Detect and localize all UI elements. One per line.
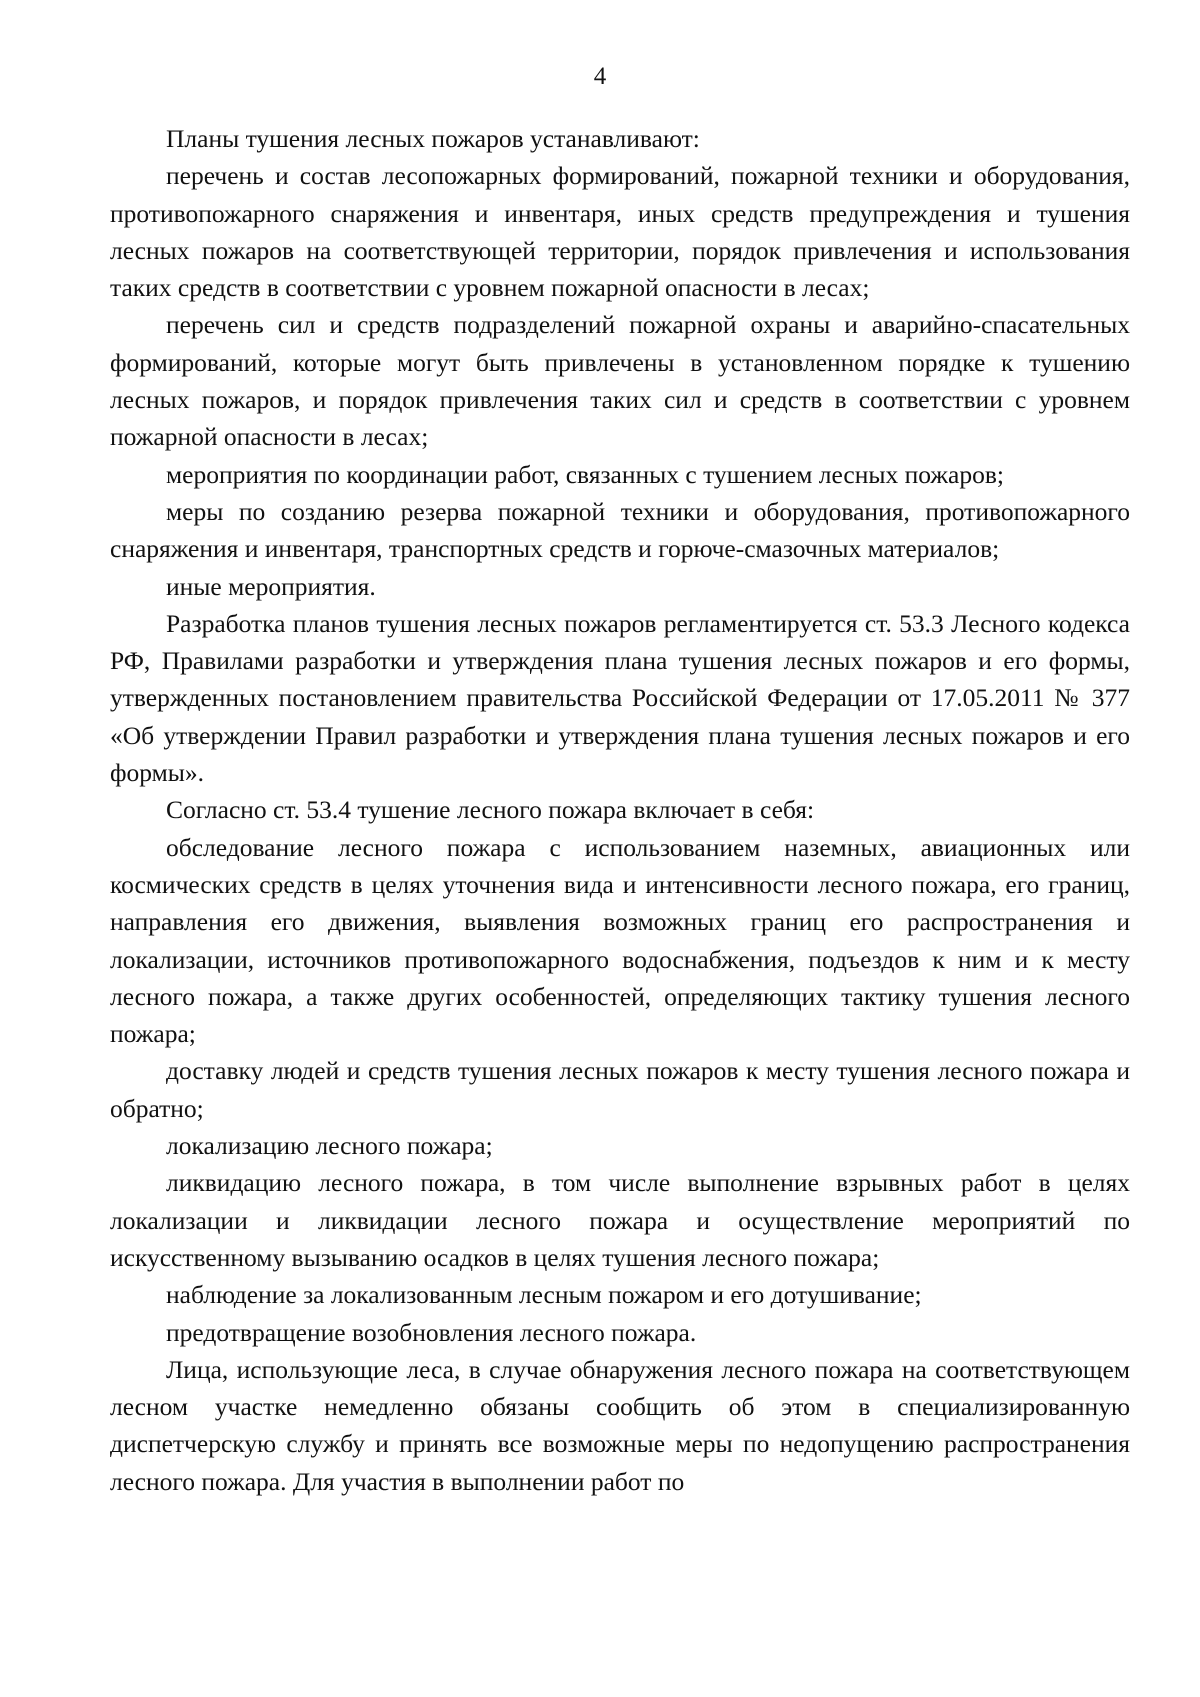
paragraph-list-item: ликвидацию лесного пожара, в том числе выполнение взрывных работ в целях локализации и ликвидации лесного пожара и осуществление мероприятий по искусственному вызыванию осадков в целях тушения лесного пожара; [110,1168,1130,1272]
paragraph-obligations: Лица, использующие леса, в случае обнаружения лесного пожара на соответствующем лесном участке немедленно обязаны сообщить об этом в специализированную диспетчерскую службу и принять все возможные меры по недопущению распространения лесного пожара. Для участия в выполнении работ по [110,1354,1130,1496]
paragraph-list-item: доставку людей и средств тушения лесных пожаров к месту тушения лесного пожара и обратно; [110,1056,1130,1123]
paragraph-list-item: перечень и состав лесопожарных формирований, пожарной техники и оборудования, противопожарного снаряжения и инвентаря, иных средств предупреждения и тушения лесных пожаров на соответствующей территории, порядок привлечения и использования таких средств в соответствии с уровнем пожарной опасности в лесах; [110,161,1130,303]
page-number: 4 [593,63,607,90]
paragraph-list-item: меры по созданию резерва пожарной техники и оборудования, противопожарного снаряжения и инвентаря, транспортных средств и горюче-смазочных материалов; [110,496,1130,564]
paragraph-list-item: обследование лесного пожара с использованием наземных, авиационных или космических средств в целях уточнения вида и интенсивности лесного пожара, его границ, направления его движения, выявления возможных границ его распространения и локализации, источников противопожарного водоснабжения, подъездов к ним и к месту лесного пожара, а также других особенностей, определяющих тактику тушения лесного пожара; [110,832,1130,1049]
paragraph-list-item: перечень сил и средств подразделений пожарной охраны и аварийно-спасательных формирований, которые могут быть привлечены в установленном порядке к тушению лесных пожаров, и порядок привлечения таких сил и средств в соответствии с уровнем пожарной опасности в лесах; [110,310,1130,452]
paragraph-list-item: локализацию лесного пожара; [166,1131,493,1161]
paragraph-list-item: мероприятия по координации работ, связанных с тушением лесных пожаров; [166,459,1004,489]
paragraph-list-item: предотвращение возобновления лесного пожара. [166,1317,697,1347]
paragraph-list-item: наблюдение за локализованным лесным пожаром и его дотушивание; [166,1280,922,1310]
paragraph-regulation: Разработка планов тушения лесных пожаров регламентируется ст. 53.3 Лесного кодекса РФ, Правилами разработки и утверждения плана тушения лесных пожаров и его формы, утвержденных постановлением правительства Российской Федерации от 17.05.2011 № 377 «Об утверждении Правил разработки и утверждения плана тушения лесных пожаров и его формы». [110,608,1130,788]
paragraph-intro: Планы тушения лесных пожаров устанавливают: [166,124,700,153]
document-body [110,120,1130,1500]
paragraph-list-item: иные мероприятия. [166,571,376,601]
paragraph-intro: Согласно ст. 53.4 тушение лесного пожара включает в себя: [166,795,815,825]
